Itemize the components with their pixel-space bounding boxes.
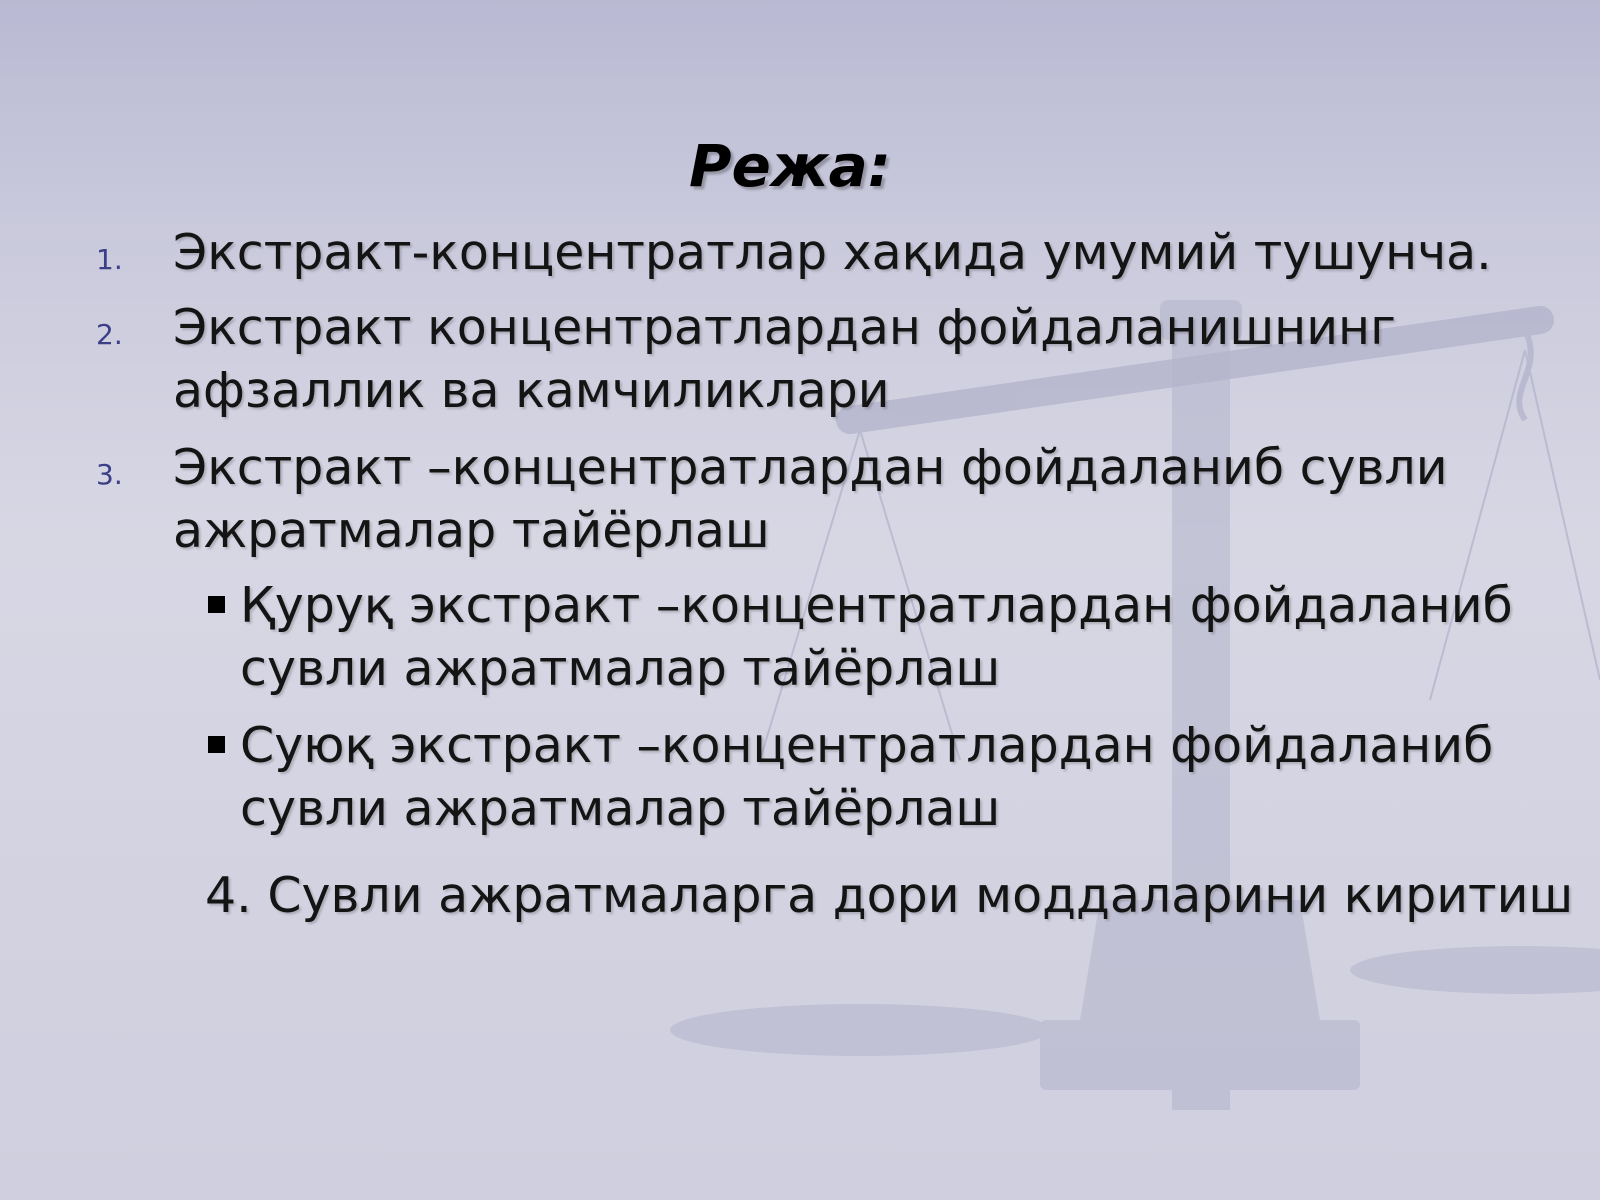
item-number: 1. [96,243,123,276]
item-line: Қуруқ экстракт –концентратлардан фойдаланиб [240,577,1513,634]
item-line: сувли ажратмалар тайёрлаш [240,780,1001,837]
square-bullet-icon [208,736,225,753]
item-line: Экстракт –концентратлардан фойдаланиб сувли [173,439,1448,496]
list-item-4: 4. Сувли ажратмаларга дори моддаларини киритиш [205,867,1574,924]
item-line: афзаллик ва камчиликлари [173,362,890,419]
item-line: ажратмалар тайёрлаш [173,502,770,559]
item-line: сувли ажратмалар тайёрлаш [240,640,1001,697]
slide-title: Режа: [689,132,891,200]
item-number: 3. [96,458,123,491]
item-line: Экстракт концентратлардан фойдаланишнинг [173,299,1396,356]
square-bullet-icon [208,596,225,613]
item-line: Экстракт-концентратлар хақида умумий тушунча. [173,224,1492,281]
item-number: 2. [96,318,123,351]
item-line: Суюқ экстракт –концентратлардан фойдаланиб [240,717,1494,774]
